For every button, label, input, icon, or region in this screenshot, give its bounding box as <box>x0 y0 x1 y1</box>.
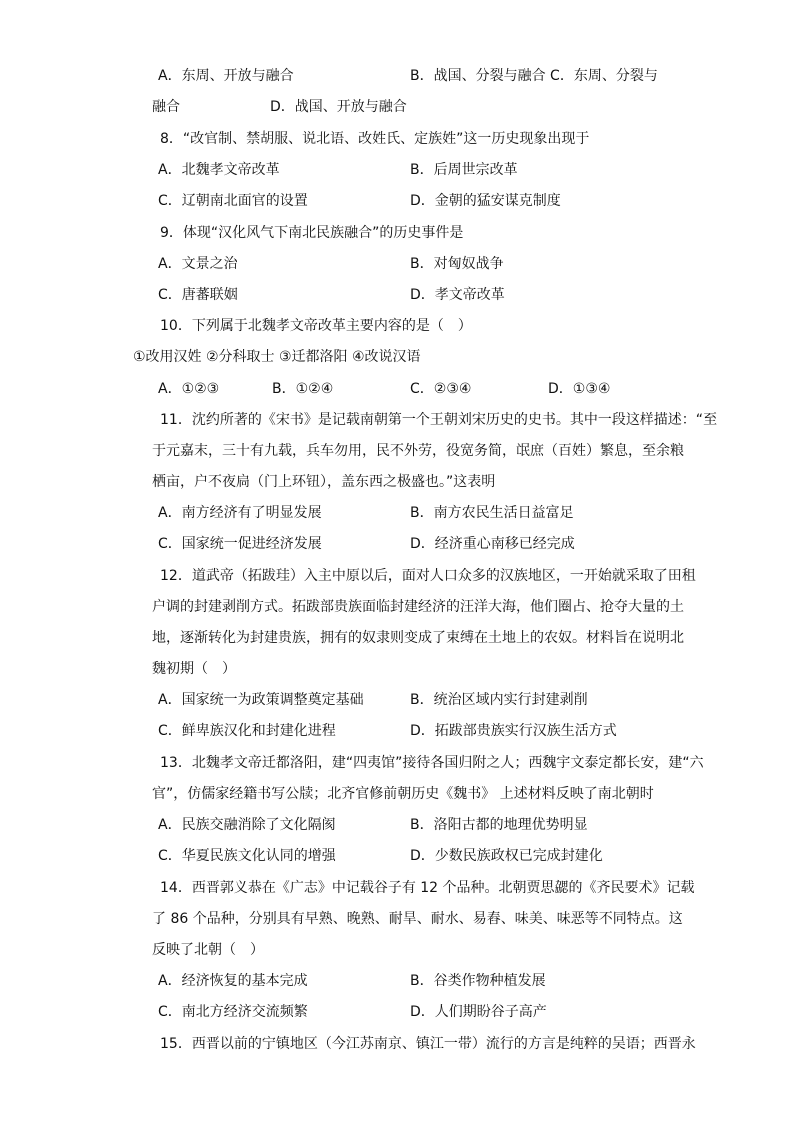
option-text: 融合 <box>152 99 180 115</box>
option-text: D．孝文帝改革 <box>410 287 505 303</box>
option-text: C．唐蕃联姻 <box>158 287 238 303</box>
option-text: B．后周世宗改革 <box>410 162 518 178</box>
option-text: B．洛阳古都的地理优势明显 <box>410 817 588 833</box>
line-text: 10．下列属于北魏孝文帝改革主要内容的是（ ） <box>160 318 472 334</box>
option-text: D．①③④ <box>548 381 611 397</box>
option-text: C．国家统一促进经济发展 <box>158 536 322 552</box>
line-text: 11．沈约所著的《宋书》是记载南朝第一个王朝刘宋历史的史书。其中一段这样描述：“至 <box>160 412 718 428</box>
line-text: 15．西晋以前的宁镇地区（今江苏南京、镇江一带）流行的方言是纯粹的吴语；西晋永 <box>160 1036 696 1052</box>
option-text: A．国家统一为政策调整奠定基础 <box>158 692 364 708</box>
line-text: 9．体现“汉化风气下南北民族融合”的历史事件是 <box>160 225 464 241</box>
option-text: A．民族交融消除了文化隔阂 <box>158 817 336 833</box>
option-text: A．北魏孝文帝改革 <box>158 162 280 178</box>
option-text: C．南北方经济交流频繁 <box>158 1004 308 1020</box>
line-text: 官”，仿儒家经籍书写公牍；北齐官修前朝历史《魏书》 上述材料反映了南北朝时 <box>152 786 654 802</box>
option-text: A．①②③ <box>158 381 220 397</box>
option-text: D．拓跋部贵族实行汉族生活方式 <box>410 723 617 739</box>
line-text: 户调的封建剥削方式。拓跋部贵族面临封建经济的汪洋大海，他们圈占、抢夺大量的土 <box>152 599 684 615</box>
line-text: 栖亩，户不夜扃（门上环钮），盖东西之极盛也。”这表明 <box>152 474 496 490</box>
line-text: 于元嘉末，三十有九载，兵车勿用，民不外劳，役宽务简，氓庶（百姓）繁息，至余粮 <box>152 443 684 459</box>
line-text: ①改用汉姓 ②分科取士 ③迁都洛阳 ④改说汉语 <box>133 349 421 365</box>
option-text: B．对匈奴战争 <box>410 256 504 272</box>
option-text: B．谷类作物种植发展 <box>410 973 546 989</box>
option-text: B．南方农民生活日益富足 <box>410 505 574 521</box>
line-text: 反映了北朝（ ） <box>152 942 264 958</box>
option-text: D．经济重心南移已经完成 <box>410 536 575 552</box>
line-text: 魏初期（ ） <box>152 661 236 677</box>
line-text: 8．“改官制、禁胡服、说北语、改姓氏、定族姓”这一历史现象出现于 <box>160 131 590 147</box>
option-text: B．①②④ <box>272 381 334 397</box>
line-text: 12．道武帝（拓跋珪）入主中原以后，面对人口众多的汉族地区，一开始就采取了田租 <box>160 568 696 584</box>
line-text: 13．北魏孝文帝迁都洛阳，建“四夷馆”接待各国归附之人；西魏宇文泰定都长安，建“六 <box>160 755 704 771</box>
option-text: A．经济恢复的基本完成 <box>158 973 308 989</box>
option-text: A．文景之治 <box>158 256 238 272</box>
option-text: A．南方经济有了明显发展 <box>158 505 322 521</box>
option-text: C．②③④ <box>410 381 472 397</box>
option-text: D．少数民族政权已完成封建化 <box>410 848 603 864</box>
line-text: 14．西晋郭义恭在《广志》中记载谷子有 12 个品种。北朝贾思勰的《齐民要术》记载 <box>160 880 695 896</box>
option-text: D．人们期盼谷子高产 <box>410 1004 547 1020</box>
line-text: 了 86 个品种，分别具有早熟、晚熟、耐旱、耐水、易舂、味美、味恶等不同特点。这 <box>152 911 683 927</box>
option-text: A．东周、开放与融合 <box>158 68 294 84</box>
option-text: B．统治区域内实行封建剥削 <box>410 692 588 708</box>
option-text: C．辽朝南北面官的设置 <box>158 193 308 209</box>
option-text: C．华夏民族文化认同的增强 <box>158 848 336 864</box>
option-text: D．战国、开放与融合 <box>270 99 407 115</box>
option-text: B．战国、分裂与融合 C．东周、分裂与 <box>410 68 658 84</box>
line-text: 地，逐渐转化为封建贵族，拥有的奴隶则变成了束缚在土地上的农奴。材料旨在说明北 <box>152 630 684 646</box>
option-text: C．鲜卑族汉化和封建化进程 <box>158 723 336 739</box>
option-text: D．金朝的猛安谋克制度 <box>410 193 561 209</box>
